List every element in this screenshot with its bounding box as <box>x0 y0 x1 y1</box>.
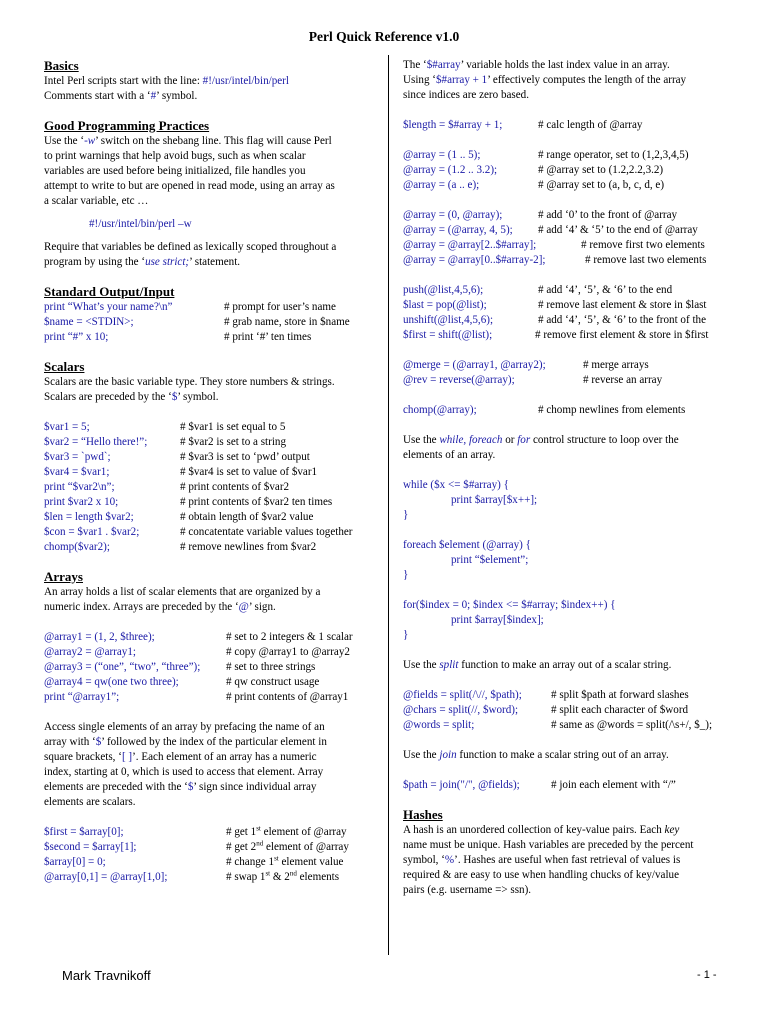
code-row: print “@array1”; # print contents of @array1 <box>44 691 349 703</box>
code-row: $var4 = $var1; # $var4 is set to value of $var1 <box>44 466 318 478</box>
join-paragraph: Use the join function to make a scalar string out of an array. <box>403 749 669 761</box>
basics-line-1: Intel Perl scripts start with the line: #!/usr/intel/bin/perl <box>44 75 289 87</box>
arrays-rows <box>44 630 378 705</box>
page-title: Perl Quick Reference v1.0 <box>308 29 460 44</box>
practices-p1: Use the ‘-w’ switch on the shebang line. This flag will cause Perl to print warnings that help avoid bugs, such as when scalar variables are used before being initialized, file handles you attempt to write to but are opened in read mode, using an array as a scalar variable, etc … <box>44 135 335 207</box>
foreach-block: foreach $element (@array) { print “$element”; } <box>403 539 531 581</box>
code-row: $var2 = “Hello there!”; # $var2 is set to a string <box>44 436 286 448</box>
code-row: print “$var2\n”; # print contents of $var2 <box>44 481 290 493</box>
code-row: $len = length $var2; # obtain length of $var2 value <box>44 511 314 523</box>
heading-good-practices: Good Programming Practices <box>44 118 210 133</box>
code-row: @merge = (@array1, @array2); # merge arrays <box>403 359 649 371</box>
arrays-access-paragraph: Access single elements of an array by prefacing the name of an array with ‘$’ followed by the index of the particular element in square brackets, ‘[ ]’. Each element of an array has a numeric index, starting at 0, which is used to access that element. Array elements are preceded with the ‘$’ sign since individual array elements are scalars. <box>44 721 327 808</box>
code-row: @chars = split(//, $word); # split each character of $word <box>403 704 689 716</box>
code-row: @array = (0, @array); # add ‘0’ to the front of @array <box>403 209 678 221</box>
code-row: @array = @array[0..$#array-2]; # remove last two elements <box>403 254 707 266</box>
range-rows <box>403 148 739 193</box>
code-row: @fields = split(/\//, $path); # split $path at forward slashes <box>403 689 689 701</box>
left-column <box>44 58 378 885</box>
footer-page-number: - 1 - <box>697 969 717 981</box>
code-row: $name = <STDIN>; # grab name, store in $name <box>44 316 350 328</box>
code-row: $second = $array[1]; # get 2nd element of @array <box>44 839 349 853</box>
arrays-intro: An array holds a list of scalar elements that are organized by a numeric index. Arrays are preceded by the ‘@’ sign. <box>44 586 321 613</box>
scalars-rows <box>44 420 378 555</box>
heading-scalars: Scalars <box>44 359 85 374</box>
code-row: @array4 = qw(one two three); # qw construct usage <box>44 676 320 688</box>
loop-paragraph: Use the while, foreach or for control structure to loop over the elements of an array. <box>403 434 679 461</box>
stdio-rows <box>44 300 378 345</box>
code-row: $length = $#array + 1; # calc length of @array <box>403 119 643 131</box>
code-row: @array3 = (“one”, “two”, “three”); # set to three strings <box>44 661 316 673</box>
code-row: $array[0] = 0; # change 1st element value <box>44 854 344 868</box>
code-row: print $var2 x 10; # print contents of $var2 ten times <box>44 496 333 508</box>
merge-rows <box>403 358 739 388</box>
heading-hashes: Hashes <box>403 807 443 822</box>
heading-arrays: Arrays <box>44 569 83 584</box>
add-remove-rows <box>403 208 739 268</box>
code-row: @array2 = @array1; # copy @array1 to @array2 <box>44 646 350 658</box>
split-rows <box>403 688 739 733</box>
code-row: @rev = reverse(@array); # reverse an array <box>403 374 663 386</box>
push-pop-rows <box>403 283 739 343</box>
hashes-paragraph: A hash is an unordered collection of key-value pairs. Each key name must be unique. Hash variables are preceded by the percent symbol, ‘%’. Hashes are useful when fast retrieval of values is required & are easy to use when handling chucks of key/value pairs (e.g. username => ssn). <box>403 824 694 896</box>
while-block: while ($x <= $#array) { print $array[$x++]; } <box>403 479 538 521</box>
code-row: @array = (@array, 4, 5); # add ‘4’ & ‘5’ to the end of @array <box>403 224 698 236</box>
code-row: @array[0,1] = @array[1,0]; # swap 1st & 2nd elements <box>44 869 340 883</box>
split-paragraph: Use the split function to make an array out of a scalar string. <box>403 659 672 671</box>
code-row: print “#” x 10; # print ‘#’ ten times <box>44 331 312 343</box>
code-row: $last = pop(@list); # remove last element & store in $last <box>403 299 707 311</box>
scalars-intro: Scalars are the basic variable type. They store numbers & strings. Scalars are preceded by the ‘$’ symbol. <box>44 376 335 403</box>
code-row: @array = (1.2 .. 3.2); # @array set to (1.2,2.2,3.2) <box>403 164 664 176</box>
footer-author: Mark Travnikoff <box>62 968 151 983</box>
heading-basics: Basics <box>44 58 79 73</box>
arrays-element-rows <box>44 825 378 885</box>
code-row: $var3 = `pwd`; # $var3 is set to ‘pwd’ output <box>44 451 310 463</box>
code-row: chomp($var2); # remove newlines from $var2 <box>44 541 317 553</box>
code-row: @array = (a .. e); # @array set to (a, b, c, d, e) <box>403 179 665 191</box>
practices-p2: Require that variables be defined as lexically scoped throughout a program by using the ‘use strict;’ statement. <box>44 241 337 268</box>
shebang-example: #!/usr/intel/bin/perl –w <box>89 218 192 230</box>
code-row: unshift(@list,4,5,6); # add ‘4’, ‘5’, & ‘6’ to the front of the <box>403 314 706 326</box>
code-row: $first = $array[0]; # get 1st element of @array <box>44 824 347 838</box>
code-row: push(@list,4,5,6); # add ‘4’, ‘5’, & ‘6’ to the end <box>403 284 673 296</box>
code-row: $con = $var1 . $var2; # concatentate variable values together <box>44 526 353 538</box>
code-row: $first = shift(@list); # remove first element & store in $first <box>403 329 709 341</box>
code-row: @array = @array[2..$#array]; # remove first two elements <box>403 239 705 251</box>
basics-line-2: Comments start with a ‘#’ symbol. <box>44 90 198 102</box>
code-row: $path = join("/", @fields); # join each element with “/” <box>403 779 676 791</box>
code-row: @words = split; # same as @words = split(/\s+/, $_); <box>403 719 713 731</box>
heading-standard-io: Standard Output/Input <box>44 284 175 299</box>
for-block: for($index = 0; $index <= $#array; $index++) { print $array[$index]; } <box>403 599 616 641</box>
code-row: @array = (1 .. 5); # range operator, set to (1,2,3,4,5) <box>403 149 689 161</box>
code-row: chomp(@array); # chomp newlines from elements <box>403 404 686 416</box>
column-divider <box>388 55 389 955</box>
last-index-paragraph: The ‘$#array’ variable holds the last index value in an array. Using ‘$#array + 1’ effectively computes the length of the array since indices are zero based. <box>403 59 687 101</box>
code-row: $var1 = 5; # $var1 is set equal to 5 <box>44 421 286 433</box>
code-row: @array1 = (1, 2, $three); # set to 2 integers & 1 scalar <box>44 631 353 643</box>
right-column <box>403 58 739 898</box>
code-row: print “What’s your name?\n” # prompt for user’s name <box>44 301 336 313</box>
